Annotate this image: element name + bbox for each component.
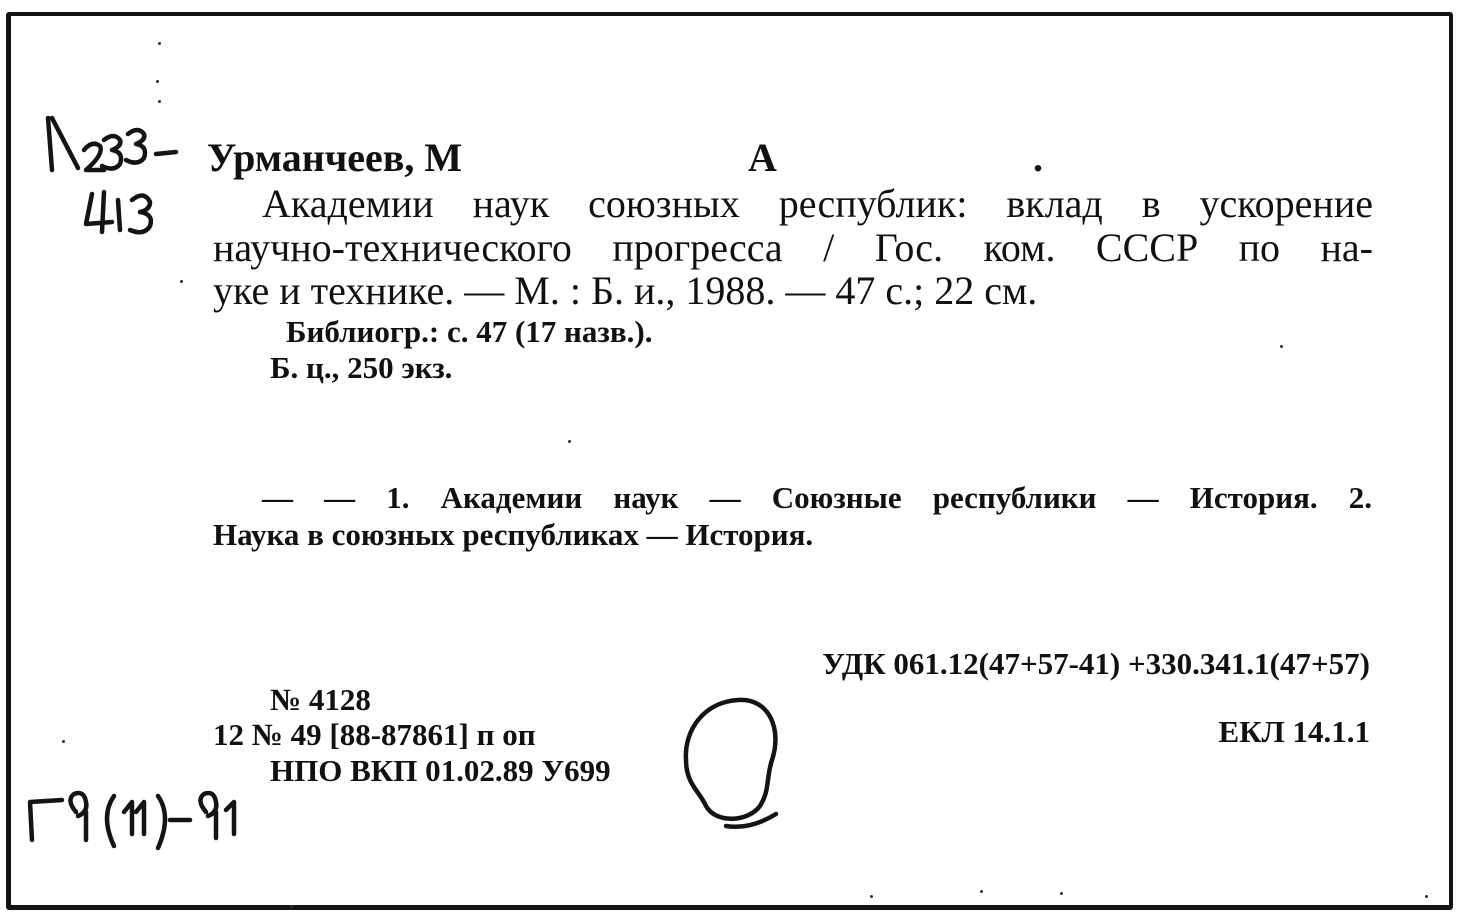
udk-classification: УДК 061.12(47+57-41) +330.341.1(47+57) bbox=[822, 646, 1370, 681]
author-initial: А bbox=[748, 135, 777, 180]
handwritten-bottom-note bbox=[30, 793, 234, 848]
price-copies-note: Б. ц., 250 экз. bbox=[270, 350, 453, 385]
handwritten-shelfmark-line2 bbox=[86, 192, 151, 232]
ekl-classification: ЕКЛ 14.1.1 bbox=[1218, 714, 1370, 749]
bibliography-note: Библиогр.: с. 47 (17 назв.). bbox=[286, 314, 653, 349]
record-number: № 4128 bbox=[270, 682, 371, 717]
author-surname: Урманчеев, М bbox=[207, 135, 463, 180]
subjects-line-2: Наука в союзных республиках — История. bbox=[213, 517, 814, 552]
title-line-3: уке и технике. — М. : Б. и., 1988. — 47 с.; 22 см. bbox=[213, 268, 1038, 313]
handwritten-shelfmark-line1 bbox=[48, 118, 176, 170]
title-line-1: Академии наук союзных республик: вклад в ускорение bbox=[262, 181, 1373, 226]
registration-line: 12 № 49 [88-87861] п оп bbox=[213, 717, 536, 752]
author-period: . bbox=[1033, 135, 1043, 180]
title-line-2: научно-технического прогресса / Гос. ком. СССР по на- bbox=[213, 225, 1373, 270]
stamp-oval-outline bbox=[686, 700, 776, 819]
subjects-line-1: — — 1. Академии наук — Союзные республики — История. 2. bbox=[262, 480, 1372, 515]
publisher-code: НПО ВКП 01.02.89 У699 bbox=[270, 753, 611, 788]
